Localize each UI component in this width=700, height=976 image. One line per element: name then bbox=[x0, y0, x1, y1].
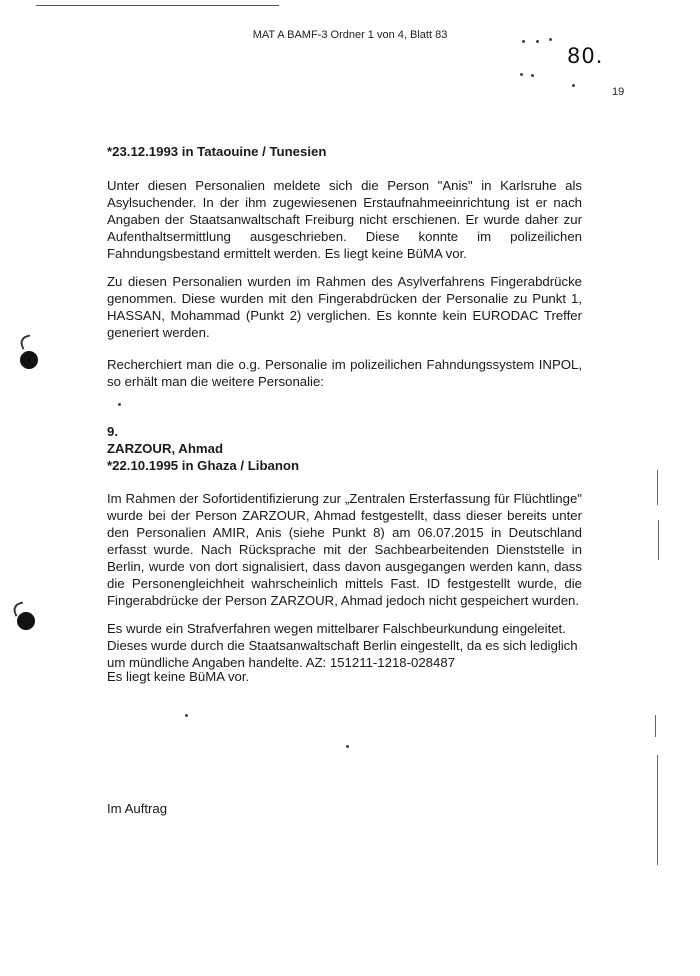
header-rule bbox=[36, 5, 279, 6]
scan-line bbox=[655, 715, 656, 737]
scan-speck bbox=[536, 40, 539, 43]
scan-speck bbox=[522, 40, 525, 43]
scan-speck bbox=[549, 38, 552, 41]
scan-speck bbox=[346, 745, 349, 748]
stamp-number: 80. bbox=[567, 44, 604, 68]
punch-hole bbox=[20, 351, 38, 369]
scan-line bbox=[657, 470, 658, 505]
section9-paragraph-2-line-3: Es liegt keine BüMA vor. bbox=[107, 669, 250, 684]
punch-hole-mark bbox=[18, 334, 33, 349]
scan-speck bbox=[520, 73, 523, 76]
section9-name: ZARZOUR, Ahmad bbox=[107, 441, 223, 456]
section8-paragraph-2: Zu diesen Personalien wurden im Rahmen des Asylverfahrens Fingerabdrücke genommen. Diese wurden mit den Fingerabdrücken der Personalie zu Punkt 1, HASSAN, Mohammad (Punkt 2) verglichen. Es konnte kein EURODAC Treffer generiert werden. bbox=[107, 274, 582, 340]
section9-paragraph-2-line-1: Es wurde ein Strafverfahren wegen mittelbarer Falschbeurkundung eingeleitet. bbox=[107, 621, 566, 636]
scan-speck bbox=[118, 403, 121, 406]
punch-hole bbox=[17, 612, 35, 630]
scan-speck bbox=[185, 714, 188, 717]
scan-line bbox=[658, 520, 659, 560]
signoff: Im Auftrag bbox=[107, 801, 168, 816]
archive-reference: MAT A BAMF-3 Ordner 1 von 4, Blatt 83 bbox=[252, 29, 448, 41]
section9-date-place: *22.10.1995 in Ghaza / Libanon bbox=[107, 458, 300, 473]
scan-speck bbox=[572, 84, 575, 87]
section8-date-place: *23.12.1993 in Tataouine / Tunesien bbox=[107, 144, 327, 159]
section9-paragraph-1: Im Rahmen der Sofortidentifizierung zur „Zentralen Ersterfassung für Flüchtlinge" wurde bei der Person ZARZOUR, Ahmad festgestellt, dass dieser bereits unter den Personalien AMIR, Anis (siehe Punkt 8) am 06.07.2015 in Deutschland erfasst wurde. Nach Rücksprache mit der Sachbearbeitenden Dienststelle in Berlin, wurde von dort signalisiert, dass davon ausgegangen werden kann, dass die Personengleichheit wahrscheinlich mittels Fast. ID festgestellt wurde, die Fingerabdrücke der Person ZARZOUR, Ahmad jedoch nicht gespeichert wurden. bbox=[107, 491, 582, 608]
section9-number: 9. bbox=[107, 424, 118, 439]
section8-paragraph-1: Unter diesen Personalien meldete sich die Person "Anis" in Karlsruhe als Asylsuchender. In der ihm zugewiesenen Erstaufnahmeeinrichtung ist er nach Angaben der Staatsanwaltschaft Freiburg nicht erschienen. Er wurde daher zur Aufenthaltsermittlung ausgeschrieben. Diese konnte im polizeilichen Fahndungsbestand ermittelt werden. Es liegt keine BüMA vor. bbox=[107, 178, 582, 261]
scan-line bbox=[657, 755, 658, 865]
section9-paragraph-2-line-2: Dieses wurde durch die Staatsanwaltschaft Berlin eingestellt, da es sich lediglich um mündliche Angaben handelte. AZ: 151211-1218-028487 bbox=[107, 638, 578, 670]
scan-speck bbox=[531, 74, 534, 77]
page-number: 19 bbox=[612, 86, 625, 98]
section8-paragraph-3: Recherchiert man die o.g. Personalie im polizeilichen Fahndungssystem INPOL, so erhält man die weitere Personalie: bbox=[107, 357, 582, 389]
